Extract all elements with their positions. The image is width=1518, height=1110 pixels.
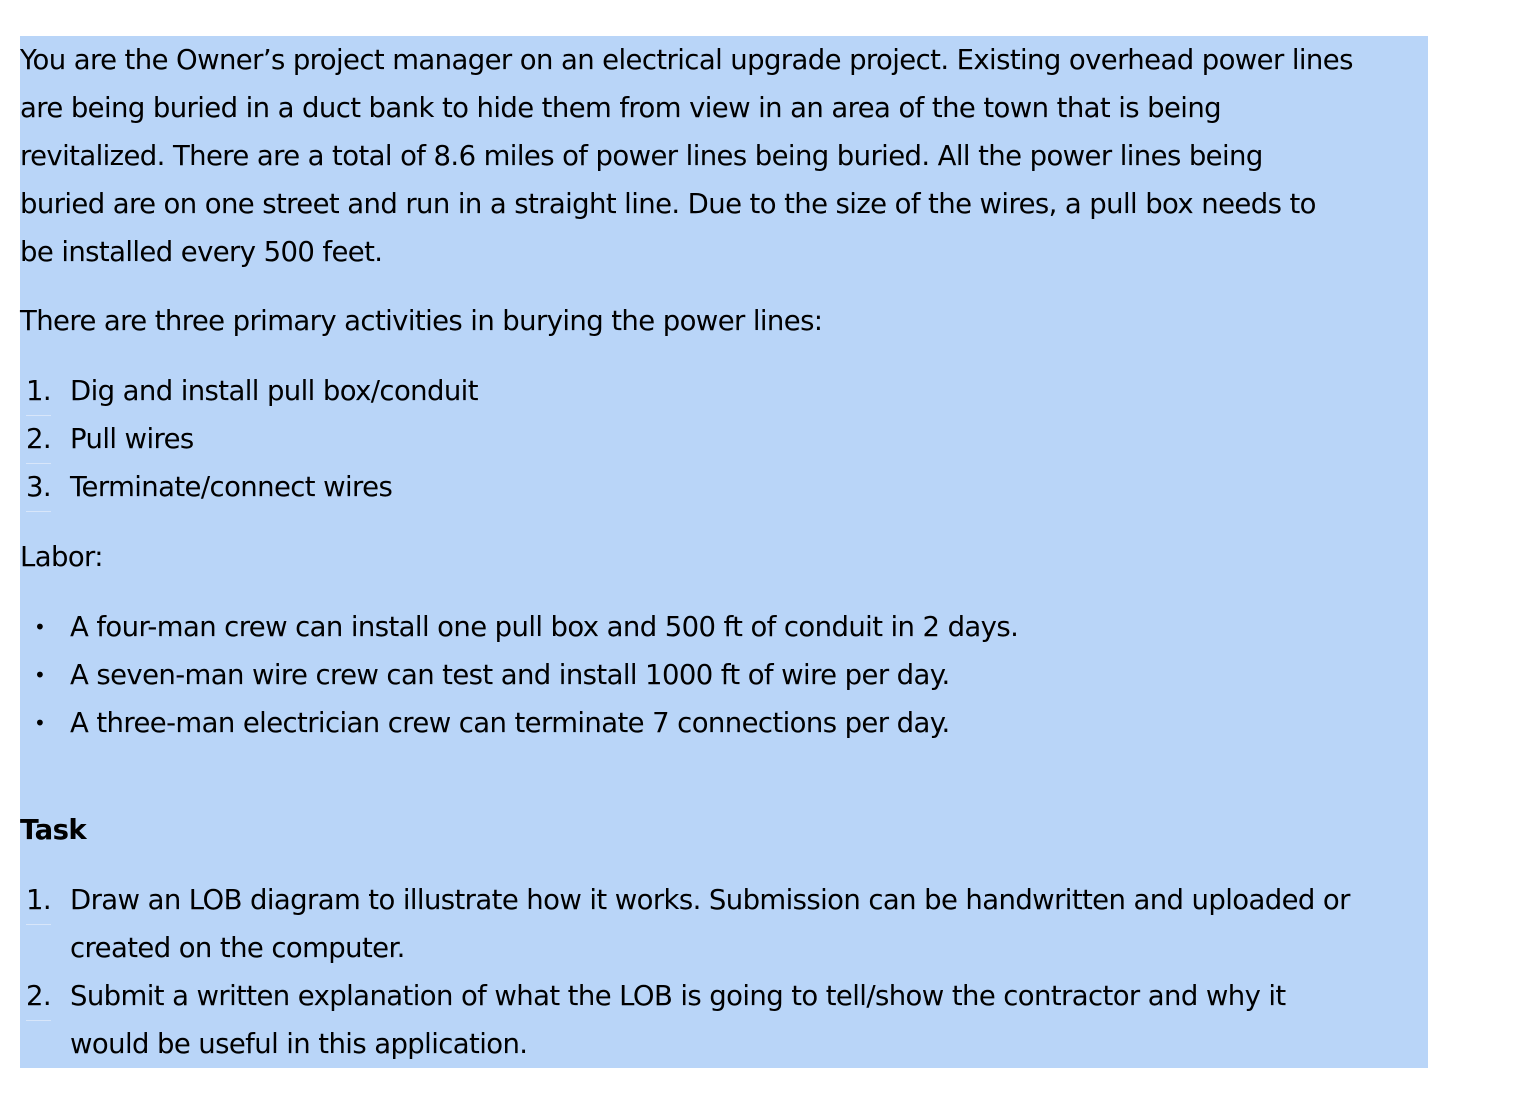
list-item-text: Submit a written explanation of what the LOB is going to tell/show the contractor and why it <box>70 980 1286 1012</box>
list-item <box>20 463 1428 511</box>
task-list <box>20 876 1428 1068</box>
intro-line: buried are on one street and run in a straight line. Due to the size of the wires, a pull box needs to <box>20 188 1316 220</box>
task-heading: Task <box>20 814 87 846</box>
list-item-text: Draw an LOB diagram to illustrate how it works. Submission can be handwritten and uploaded or <box>70 884 1350 916</box>
list-item-text: created on the computer. <box>70 932 405 964</box>
list-number: 3. <box>26 463 51 512</box>
list-item-text: Dig and install pull box/conduit <box>70 375 478 407</box>
activities-list <box>20 367 1428 511</box>
list-item-text: Pull wires <box>70 423 194 455</box>
document-body <box>20 36 1428 1068</box>
intro-line: be installed every 500 feet. <box>20 236 383 268</box>
intro-line: are being buried in a duct bank to hide them from view in an area of the town that is being <box>20 92 1222 124</box>
list-item-text: A seven-man wire crew can test and install 1000 ft of wire per day. <box>70 659 950 691</box>
list-item-text: Terminate/connect wires <box>70 471 393 503</box>
intro-line: You are the Owner’s project manager on an electrical upgrade project. Existing overhead power lines <box>20 44 1353 76</box>
intro-paragraph <box>20 36 1428 276</box>
intro-line: revitalized. There are a total of 8.6 miles of power lines being buried. All the power lines being <box>20 140 1263 172</box>
list-number: 2. <box>26 415 51 464</box>
list-item <box>20 603 1428 651</box>
list-item <box>20 415 1428 463</box>
list-item-text: A four-man crew can install one pull box and 500 ft of conduit in 2 days. <box>70 611 1019 643</box>
activities-section <box>20 297 1428 511</box>
list-number: 1. <box>26 367 51 416</box>
labor-list <box>20 603 1428 747</box>
list-number: 1. <box>26 876 51 925</box>
list-item <box>20 651 1428 699</box>
list-item-text: A three-man electrician crew can terminate 7 connections per day. <box>70 707 950 739</box>
bullet-icon: • <box>34 711 46 735</box>
list-item-text: would be useful in this application. <box>70 1028 528 1060</box>
bullet-icon: • <box>34 615 46 639</box>
list-number: 2. <box>26 972 51 1021</box>
task-section <box>20 806 1428 1068</box>
labor-heading: Labor: <box>20 541 103 573</box>
list-item <box>20 972 1428 1068</box>
activities-heading: There are three primary activities in burying the power lines: <box>20 305 823 337</box>
bullet-icon: • <box>34 663 46 687</box>
list-item <box>20 699 1428 747</box>
list-item <box>20 367 1428 415</box>
list-item <box>20 876 1428 972</box>
labor-section <box>20 533 1428 747</box>
